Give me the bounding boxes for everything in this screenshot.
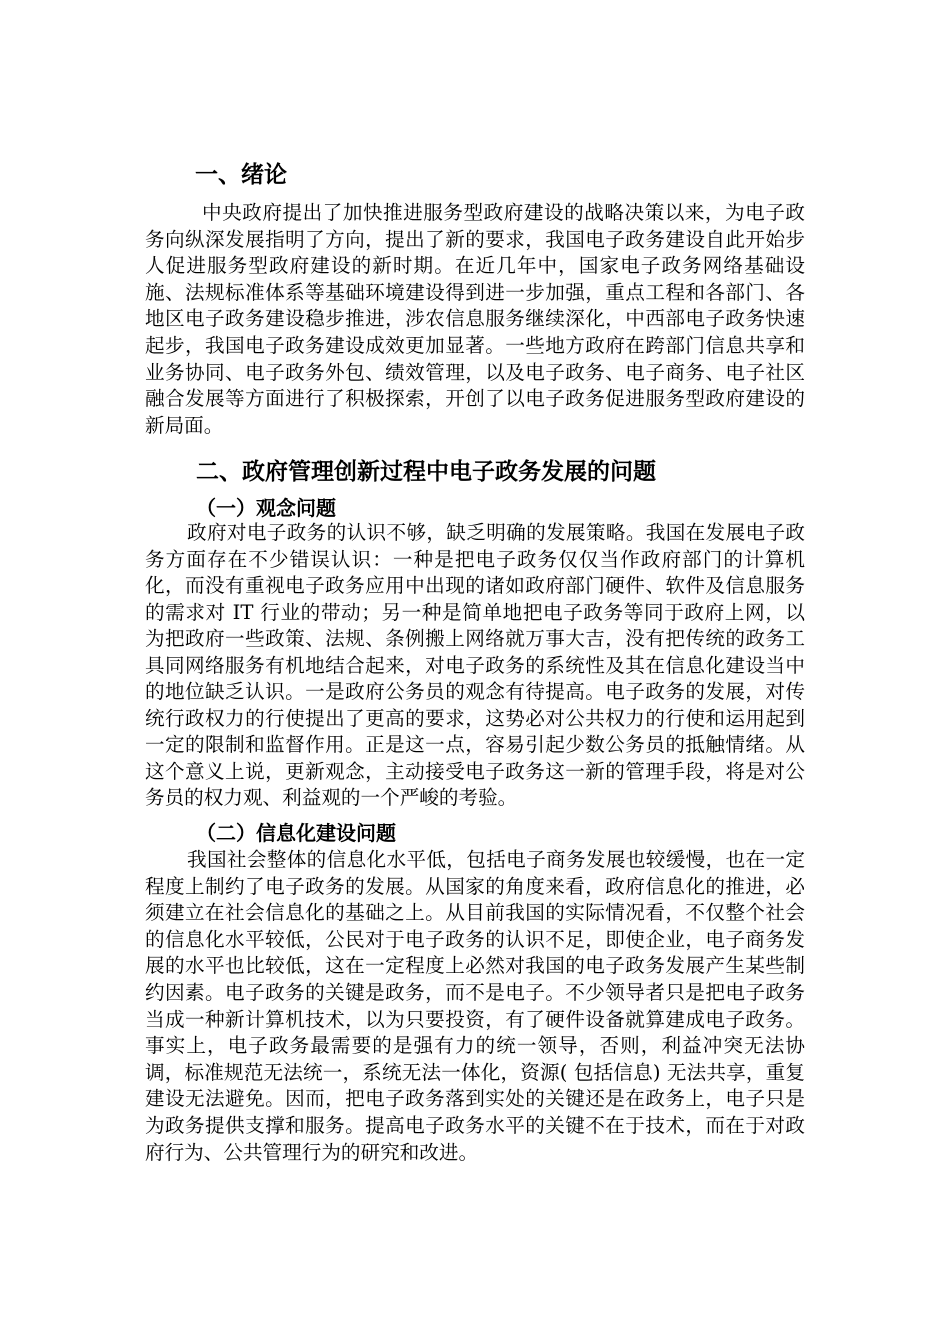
section-heading-problems: 二、政府管理创新过程中电子政务发展的问题 bbox=[196, 459, 656, 485]
introduction-paragraph: 中央政府提出了加快推进服务型政府建设的战略决策以来，为电子政务向纵深发展指明了方向，提出了新的要求，我国电子政务建设自此开始步人促进服务型政府建设的新时期。在近几年中，国家电子政务网络基础设施、法规标准体系等基础环境建设得到进一步加强，重点工程和各部门、各地区电子政务建设稳步推进，涉农信息服务继续深化，中西部电子政务快速起步，我国电子政务建设成效更加显著。一些地方政府在跨部门信息共享和业务协同、电子政务外包、绩效管理，以及电子政务、电子商务、电子社区融合发展等方面进行了积极探索，开创了以电子政务促进服务型政府建设的新局面。 bbox=[145, 201, 805, 437]
subsection-heading-informatization: （二）信息化建设问题 bbox=[196, 821, 396, 845]
informatization-paragraph: 我国社会整体的信息化水平低，包括电子商务发展也较缓慢，也在一定程度上制约了电子政务的发展。从国家的角度来看，政府信息化的推进，必须建立在社会信息化的基础之上。从目前我国的实际情况看，不仅整个社会的信息化水平较低，公民对于电子政务的认识不足，即使企业，电子商务发展的水平也比较低，这在一定程度上必然对我国的电子政务发展产生某些制约因素。电子政务的关键是政务，而不是电子。不少领导者只是把电子政务当成一种新计算机技术，以为只要投资，有了硬件设备就算建成电子政务。事实上，电子政务最需要的是强有力的统一领导，否则，利益冲突无法协调，标准规范无法统一，系统无法一体化，资源( 包括信息) 无法共享，重复建设无法避免。因而，把电子政务落到实处的关键还是在政务上，电子只是为政务提供支撑和服务。提高电子政务水平的关键不在于技术，而在于对政府行为、公共管理行为的研究和改进。 bbox=[145, 848, 805, 1164]
section-heading-introduction: 一、绪论 bbox=[195, 162, 287, 188]
subsection-heading-concept: （一）观念问题 bbox=[196, 496, 336, 520]
concept-paragraph: 政府对电子政务的认识不够，缺乏明确的发展策略。我国在发展电子政务方面存在不少错误认识：一种是把电子政务仅仅当作政府部门的计算机化，而没有重视电子政务应用中出现的诸如政府部门硬件、软件及信息服务的需求对 IT 行业的带动；另一种是简单地把电子政务等同于政府上网，以为把政府一些政策、法规、条例搬上网络就万事大吉，没有把传统的政务工具同网络服务有机地结合起来，对电子政务的系统性及其在信息化建设当中的地位缺乏认识。一是政府公务员的观念有待提高。电子政务的发展，对传统行政权力的行使提出了更高的要求，这势必对公共权力的行使和运用起到一定的限制和监督作用。正是这一点，容易引起少数公务员的抵触情绪。从这个意义上说，更新观念，主动接受电子政务这一新的管理手段，将是对公务员的权力观、利益观的一个严峻的考验。 bbox=[145, 521, 805, 809]
